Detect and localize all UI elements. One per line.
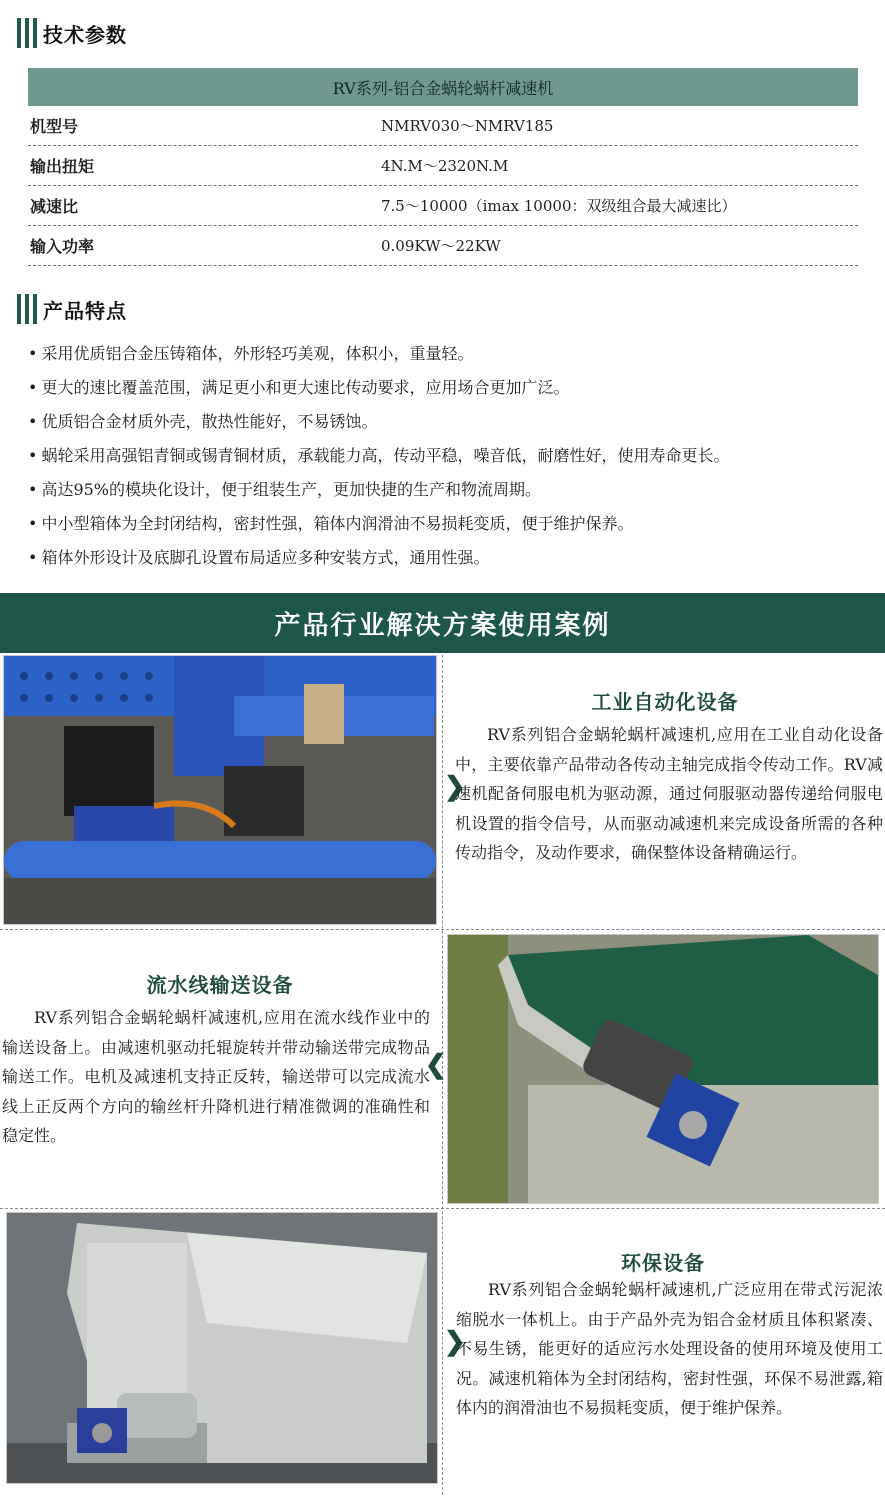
spec-table <box>28 68 858 266</box>
tech-title: 技术参数 <box>43 22 127 47</box>
spec-row <box>28 106 858 146</box>
spec-label: 输入功率 <box>30 237 95 256</box>
tech-section-header <box>17 16 127 50</box>
case-body <box>455 720 883 868</box>
spec-row <box>28 226 858 266</box>
case-title: 工业自动化设备 <box>591 690 739 714</box>
chevron-left-icon: ❮ <box>425 1050 447 1080</box>
spec-table-title: RV系列-铝合金蜗轮蜗杆减速机 <box>28 68 858 106</box>
case-text: RV系列铝合金蜗轮蜗杆减速机,应用在工业自动化设备中，主要依靠产品带动各传动主轴完成指令传动工作。RV减速机配备伺服电机为驱动源，通过伺服驱动器传递给伺服电机设置的指令信号，从而驱动减速机来完成设备所需的各种传动指令，及动作要求，确保整体设备精确运行。 <box>455 725 883 862</box>
divider <box>0 1208 885 1209</box>
feature-list <box>28 342 868 580</box>
feature-item: • 箱体外形设计及底脚孔设置布局适应多种安装方式，通用性强。 <box>28 546 868 580</box>
title-bars-icon <box>17 294 37 324</box>
case-title: 环保设备 <box>621 1251 705 1275</box>
environmental-equipment-photo <box>6 1212 438 1484</box>
feature-item: • 蜗轮采用高强铝青铜或锡青铜材质，承载能力高，传动平稳，噪音低，耐磨性好，使用寿命更长。 <box>28 444 868 478</box>
case-body <box>456 1275 883 1423</box>
spec-label: 机型号 <box>30 117 79 136</box>
cases-banner: 产品行业解决方案使用案例 <box>0 593 885 653</box>
spec-label: 输出扭矩 <box>30 157 95 176</box>
feature-item: • 高达95%的模块化设计，便于组装生产，更加快捷的生产和物流周期。 <box>28 478 868 512</box>
title-bars-icon <box>17 18 37 48</box>
feature-item: • 采用优质铝合金压铸箱体，外形轻巧美观，体积小，重量轻。 <box>28 342 868 376</box>
case-text: RV系列铝合金蜗轮蜗杆减速机,应用在流水线作业中的输送设备上。由减速机驱动托辊旋转并带动输送带完成物品输送工作。电机及减速机支持正反转，输送带可以完成流水线上正反两个方向的输丝杆升降机进行精准微调的准确性和稳定性。 <box>2 1008 430 1145</box>
case-title: 流水线输送设备 <box>146 973 294 997</box>
spec-row <box>28 146 858 186</box>
feature-item: • 优质铝合金材质外壳，散热性能好，不易锈蚀。 <box>28 410 868 444</box>
features-title: 产品特点 <box>43 298 127 323</box>
case-body <box>2 1003 430 1151</box>
spec-value: 0.09KW～22KW <box>381 237 501 255</box>
conveyor-photo <box>447 934 879 1204</box>
spec-label: 减速比 <box>30 197 79 216</box>
feature-item: • 中小型箱体为全封闭结构，密封性强，箱体内润滑油不易损耗变质，便于维护保养。 <box>28 512 868 546</box>
features-section-header <box>17 292 127 326</box>
automation-equipment-photo <box>3 655 437 925</box>
chevron-right-icon: ❯ <box>444 1327 466 1357</box>
spec-row <box>28 186 858 226</box>
chevron-right-icon: ❯ <box>444 772 466 802</box>
spec-value: NMRV030～NMRV185 <box>381 117 554 135</box>
spec-value: 7.5～10000（imax 10000：双级组合最大减速比） <box>381 197 737 215</box>
spec-value: 4N.M～2320N.M <box>381 157 509 175</box>
divider <box>0 929 885 930</box>
feature-item: • 更大的速比覆盖范围，满足更小和更大速比传动要求，应用场合更加广泛。 <box>28 376 868 410</box>
case-text: RV系列铝合金蜗轮蜗杆减速机,广泛应用在带式污泥浓缩脱水一体机上。由于产品外壳为铝合金材质且体积紧凑、不易生锈，能更好的适应污水处理设备的使用环境及使用工况。减速机箱体为全封闭结构，密封性强，环保不易泄露,箱体内的润滑油也不易损耗变质，便于维护保养。 <box>456 1280 883 1417</box>
